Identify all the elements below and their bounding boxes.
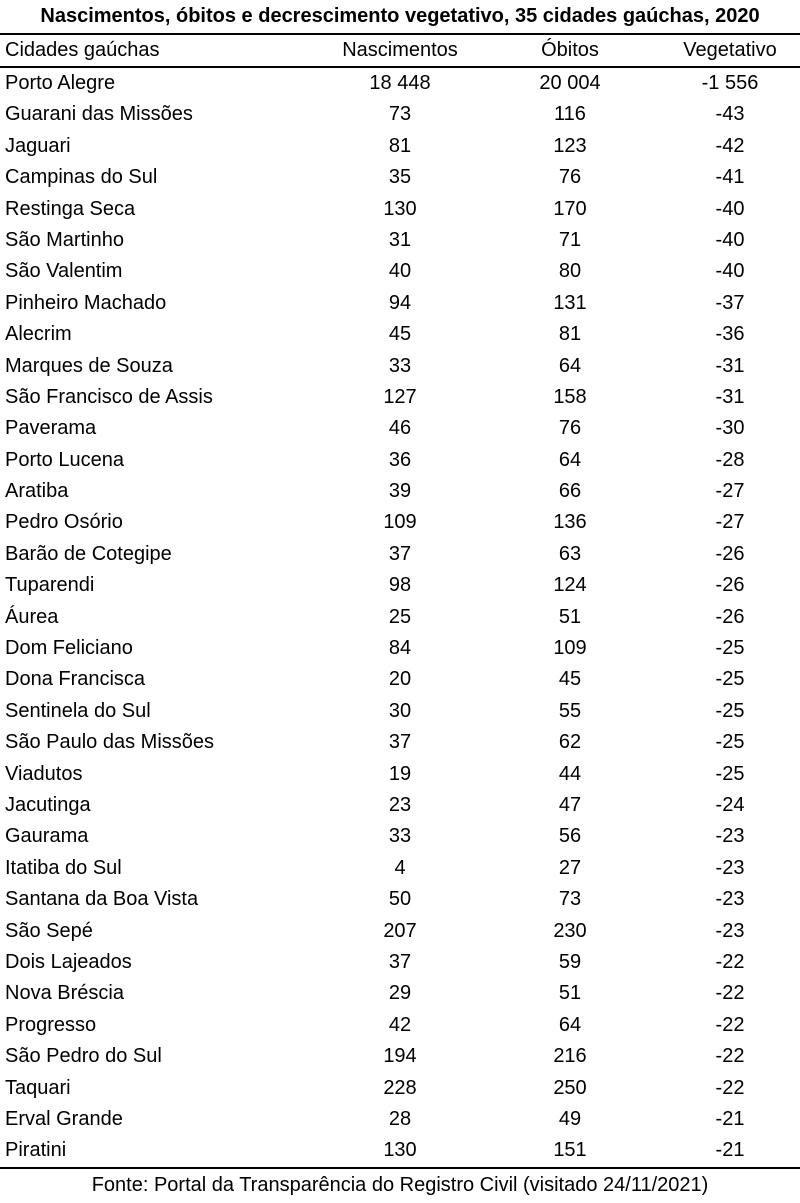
vegetative-cell: -21: [715, 1107, 745, 1130]
births-cell: 39: [388, 480, 412, 503]
deaths-cell: 250: [553, 1076, 587, 1099]
vegetative-cell: -40: [715, 228, 745, 251]
births-cell: 46: [388, 417, 412, 440]
table-body: [0, 68, 800, 1167]
births-cell: 31: [388, 228, 412, 251]
table-row: [0, 884, 800, 915]
births-cell: 37: [388, 950, 412, 973]
deaths-cell: 131: [553, 291, 587, 314]
deaths-cell: 62: [558, 731, 582, 754]
table-row: [0, 1104, 800, 1135]
city-cell: Sentinela do Sul: [5, 699, 151, 722]
births-cell: 37: [388, 731, 412, 754]
vegetative-cell: -37: [715, 291, 745, 314]
header-deaths: Óbitos: [541, 39, 599, 61]
births-cell: 94: [388, 291, 412, 314]
births-cell: 194: [383, 1045, 417, 1068]
city-cell: Campinas do Sul: [5, 166, 158, 189]
deaths-cell: 76: [558, 166, 582, 189]
vegetative-cell: -25: [715, 731, 745, 754]
vegetative-cell: -26: [715, 605, 745, 628]
table-row: [0, 445, 800, 476]
city-cell: Áurea: [5, 605, 59, 628]
city-cell: Santana da Boa Vista: [5, 888, 199, 911]
births-cell: 127: [383, 385, 417, 408]
city-cell: Taquari: [5, 1076, 71, 1099]
births-cell: 73: [388, 103, 412, 126]
city-cell: Restinga Seca: [5, 197, 136, 220]
table-row: [0, 131, 800, 162]
city-cell: Dom Feliciano: [5, 637, 133, 660]
city-cell: Erval Grande: [5, 1107, 123, 1130]
deaths-cell: 44: [558, 762, 582, 785]
deaths-cell: 66: [558, 480, 582, 503]
table-row: [0, 853, 800, 884]
deaths-cell: 80: [558, 260, 582, 283]
table-row: [0, 225, 800, 256]
vegetative-cell: -25: [715, 699, 745, 722]
city-cell: Alecrim: [5, 323, 72, 346]
deaths-cell: 116: [554, 103, 586, 126]
deaths-cell: 47: [558, 793, 582, 816]
vegetative-cell: -1 556: [701, 72, 759, 94]
births-cell: 33: [388, 825, 412, 848]
vegetative-cell: -22: [715, 1076, 745, 1099]
vegetative-cell: -23: [715, 856, 745, 879]
table-row: [0, 99, 800, 130]
deaths-cell: 49: [558, 1107, 582, 1130]
vegetative-cell: -42: [715, 134, 745, 157]
vegetative-cell: -26: [715, 542, 745, 565]
city-cell: Progresso: [5, 1013, 97, 1036]
table-row: [0, 821, 800, 852]
vegetative-cell: -30: [715, 417, 745, 440]
city-cell: Porto Lucena: [5, 448, 124, 471]
vegetative-cell: -25: [715, 668, 745, 691]
city-cell: Marques de Souza: [5, 354, 173, 377]
deaths-cell: 230: [553, 919, 587, 942]
deaths-cell: 71: [558, 228, 582, 251]
births-cell: 109: [383, 511, 417, 534]
city-cell: São Pedro do Sul: [5, 1045, 162, 1068]
table-row: [0, 570, 800, 601]
city-cell: São Valentim: [5, 260, 123, 283]
births-cell: 130: [383, 197, 417, 220]
table-row: [0, 68, 800, 99]
city-cell: Jacutinga: [5, 793, 91, 816]
city-cell: Jaguari: [5, 134, 71, 157]
table-row: [0, 759, 800, 790]
table-row: [0, 256, 800, 287]
births-cell: 207: [383, 919, 417, 942]
births-cell: 29: [388, 982, 412, 1005]
vegetative-cell: -43: [715, 103, 745, 126]
city-cell: Dois Lajeados: [5, 950, 132, 973]
vegetative-cell: -24: [715, 793, 745, 816]
vegetative-cell: -25: [715, 762, 745, 785]
table-row: [0, 507, 800, 538]
table-row: [0, 194, 800, 225]
vegetative-cell: -21: [715, 1139, 745, 1162]
vegetative-cell: -25: [715, 637, 745, 660]
deaths-cell: 51: [558, 605, 582, 628]
table-row: [0, 947, 800, 978]
births-cell: 130: [383, 1139, 417, 1162]
city-cell: Aratiba: [5, 480, 69, 503]
header-births: Nascimentos: [342, 39, 458, 61]
table-row: [0, 162, 800, 193]
table-row: [0, 413, 800, 444]
deaths-cell: 109: [553, 637, 587, 660]
table-row: [0, 696, 800, 727]
city-cell: Dona Francisca: [5, 668, 146, 691]
table-row: [0, 351, 800, 382]
deaths-cell: 76: [558, 417, 582, 440]
vegetative-cell: -36: [715, 323, 745, 346]
deaths-cell: 64: [558, 354, 582, 377]
table-row: [0, 1041, 800, 1072]
header-city: Cidades gaúchas: [5, 39, 160, 61]
city-cell: Barão de Cotegipe: [5, 542, 172, 565]
table-row: [0, 1073, 800, 1104]
deaths-cell: 20 004: [539, 72, 601, 94]
deaths-cell: 123: [553, 134, 587, 157]
vegetative-cell: -22: [715, 982, 745, 1005]
city-cell: Porto Alegre: [5, 72, 116, 94]
city-cell: Pedro Osório: [5, 511, 123, 534]
table-row: [0, 978, 800, 1009]
vegetative-cell: -22: [715, 1045, 745, 1068]
births-cell: 84: [388, 637, 412, 660]
vegetative-cell: -31: [715, 385, 745, 408]
deaths-cell: 55: [558, 699, 582, 722]
births-cell: 28: [388, 1107, 412, 1130]
vegetative-cell: -27: [715, 511, 745, 534]
city-cell: São Sepé: [5, 919, 93, 942]
vegetative-cell: -22: [715, 950, 745, 973]
table-row: [0, 1010, 800, 1041]
births-cell: 37: [388, 542, 412, 565]
table-row: [0, 602, 800, 633]
vegetative-cell: -41: [715, 166, 745, 189]
city-cell: Piratini: [5, 1139, 67, 1162]
table-row: [0, 727, 800, 758]
deaths-cell: 73: [558, 888, 582, 911]
vegetative-cell: -23: [715, 919, 745, 942]
deaths-cell: 170: [553, 197, 587, 220]
births-cell: 36: [388, 448, 412, 471]
births-cell: 45: [388, 323, 412, 346]
vegetative-cell: -23: [715, 888, 745, 911]
table-row: [0, 1135, 800, 1166]
header-vegetative: Vegetativo: [683, 39, 777, 61]
deaths-cell: 216: [553, 1045, 587, 1068]
births-cell: 40: [388, 260, 412, 283]
vegetative-cell: -26: [715, 574, 745, 597]
births-cell: 4: [394, 856, 406, 879]
deaths-cell: 64: [558, 1013, 582, 1036]
deaths-cell: 59: [558, 950, 582, 973]
deaths-cell: 45: [558, 668, 582, 691]
vegetative-cell: -23: [715, 825, 745, 848]
table-row: [0, 382, 800, 413]
births-cell: 18 448: [369, 72, 431, 94]
city-cell: Itatiba do Sul: [5, 856, 122, 879]
vegetative-cell: -40: [715, 260, 745, 283]
deaths-cell: 27: [558, 856, 582, 879]
births-cell: 33: [388, 354, 412, 377]
births-cell: 35: [388, 166, 412, 189]
city-cell: São Francisco de Assis: [5, 385, 213, 408]
deaths-cell: 64: [558, 448, 582, 471]
vegetative-cell: -40: [715, 197, 745, 220]
deaths-cell: 158: [553, 385, 587, 408]
births-cell: 50: [388, 888, 412, 911]
births-cell: 30: [388, 699, 412, 722]
deaths-cell: 81: [558, 323, 582, 346]
deaths-cell: 63: [558, 542, 582, 565]
city-cell: Gaurama: [5, 825, 89, 848]
source-note: Fonte: Portal da Transparência do Registro Civil (visitado 24/11/2021): [91, 1174, 709, 1196]
city-cell: Pinheiro Machado: [5, 291, 167, 314]
births-cell: 23: [388, 793, 412, 816]
table-row: [0, 288, 800, 319]
table-row: [0, 664, 800, 695]
deaths-cell: 124: [553, 574, 587, 597]
births-cell: 20: [388, 668, 412, 691]
city-cell: Tuparendi: [5, 574, 95, 597]
city-cell: Viadutos: [5, 762, 83, 785]
births-cell: 19: [388, 762, 412, 785]
table-row: [0, 633, 800, 664]
table-row: [0, 319, 800, 350]
table-title: Nascimentos, óbitos e decrescimento vegetativo, 35 cidades gaúchas, 2020: [40, 5, 760, 27]
vegetative-cell: -22: [715, 1013, 745, 1036]
births-cell: 81: [388, 134, 412, 157]
vegetative-cell: -28: [715, 448, 745, 471]
vegetative-cell: -27: [715, 480, 745, 503]
city-cell: São Martinho: [5, 228, 124, 251]
table-row: [0, 916, 800, 947]
births-cell: 98: [388, 574, 412, 597]
city-cell: Paverama: [5, 417, 97, 440]
births-cell: 25: [388, 605, 412, 628]
table-header: [0, 35, 800, 66]
city-cell: São Paulo das Missões: [5, 731, 215, 754]
deaths-cell: 51: [558, 982, 582, 1005]
deaths-cell: 151: [553, 1139, 587, 1162]
vegetative-cell: -31: [715, 354, 745, 377]
births-cell: 42: [388, 1013, 412, 1036]
table-row: [0, 790, 800, 821]
deaths-cell: 56: [558, 825, 582, 848]
table-row: [0, 539, 800, 570]
city-cell: Guarani das Missões: [5, 103, 193, 126]
table-row: [0, 476, 800, 507]
births-cell: 228: [383, 1076, 417, 1099]
city-cell: Nova Bréscia: [5, 982, 124, 1005]
deaths-cell: 136: [553, 511, 587, 534]
